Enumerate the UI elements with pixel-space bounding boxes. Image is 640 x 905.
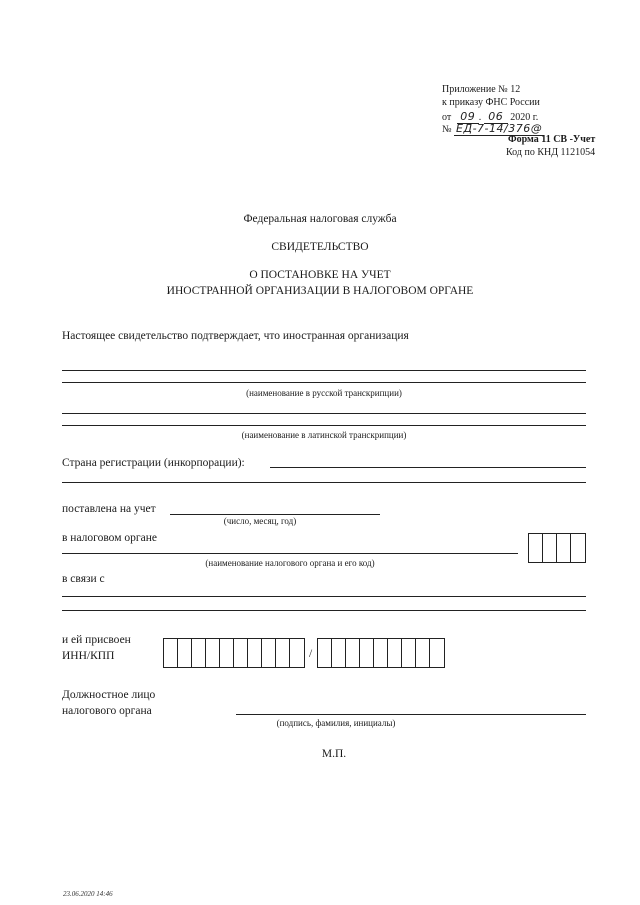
inn-cell (206, 639, 220, 667)
caption-date: (число, месяц, год) (223, 516, 297, 526)
agency-name: Федеральная налоговая служба (243, 213, 397, 225)
tax-body-code-cells (528, 533, 586, 563)
official-label-2: налогового органа (62, 705, 152, 717)
kpp-cell (360, 639, 374, 667)
appendix-line1: Приложение № 12 (442, 84, 521, 95)
name-russian-line-2 (62, 382, 586, 383)
kpp-cell (318, 639, 332, 667)
kpp-cell (402, 639, 416, 667)
caption-latin: (наименование в латинской транскрипции) (241, 430, 407, 440)
date-prefix: от (442, 112, 452, 123)
inn-cell (234, 639, 248, 667)
inn-cells (163, 638, 305, 668)
reason-line-2 (62, 610, 586, 611)
name-russian-line-1 (62, 370, 586, 371)
inn-cell (178, 639, 192, 667)
inn-cell (164, 639, 178, 667)
code-cell (543, 534, 557, 562)
inn-cell (220, 639, 234, 667)
code-cell (557, 534, 571, 562)
date-day: 09 (457, 110, 479, 124)
country-label: Страна регистрации (инкорпорации): (62, 457, 245, 469)
kpp-cell (430, 639, 444, 667)
caption-russian: (наименование в русской транскрипции) (246, 388, 402, 398)
knd-code: Код по КНД 1121054 (506, 147, 596, 158)
appendix-line2: к приказу ФНС России (442, 97, 540, 108)
document-title: СВИДЕТЕЛЬСТВО (271, 241, 369, 253)
country-extra-line (62, 482, 586, 483)
name-latin-line-1 (62, 413, 586, 414)
date-sep: . (478, 112, 482, 123)
signature-line (236, 714, 586, 715)
assigned-label-2: ИНН/КПП (62, 650, 115, 662)
registered-date-line (170, 514, 380, 515)
kpp-cells (317, 638, 445, 668)
registered-label: поставлена на учет (62, 503, 156, 515)
number-prefix: № (442, 124, 452, 135)
code-cell (571, 534, 585, 562)
inn-cell (276, 639, 290, 667)
kpp-cell (416, 639, 430, 667)
code-cell (529, 534, 543, 562)
caption-tax-body: (наименование налогового органа и его код) (205, 558, 375, 568)
number-handwritten: ЕД-7-14/376@ (456, 122, 543, 135)
caption-signature: (подпись, фамилия, инициалы) (276, 718, 396, 728)
intro-text: Настоящее свидетельство подтверждает, что иностранная организация (62, 330, 409, 342)
seal-mark: М.П. (321, 748, 347, 760)
reason-label: в связи с (62, 573, 105, 585)
document-subtitle-2: ИНОСТРАННОЙ ОРГАНИЗАЦИИ В НАЛОГОВОМ ОРГАНЕ (166, 285, 474, 297)
reason-line-1 (62, 596, 586, 597)
inn-cell (290, 639, 304, 667)
kpp-cell (332, 639, 346, 667)
kpp-cell (374, 639, 388, 667)
inn-kpp-separator: / (309, 648, 313, 660)
document-subtitle-1: О ПОСТАНОВКЕ НА УЧЕТ (249, 269, 391, 281)
tax-body-label: в налоговом органе (62, 532, 157, 544)
inn-cell (248, 639, 262, 667)
country-field-line (270, 467, 586, 468)
inn-cell (262, 639, 276, 667)
inn-cell (192, 639, 206, 667)
date-year: 2020 г. (510, 112, 539, 123)
kpp-cell (388, 639, 402, 667)
kpp-cell (346, 639, 360, 667)
official-label-1: Должностное лицо (62, 689, 156, 701)
assigned-label-1: и ей присвоен (62, 634, 131, 646)
footer-timestamp: 23.06.2020 14:46 (63, 890, 113, 898)
tax-body-line (62, 553, 518, 554)
form-code: Форма 11 СВ -Учет (508, 134, 596, 145)
date-month: 06 (484, 110, 508, 124)
name-latin-line-2 (62, 425, 586, 426)
